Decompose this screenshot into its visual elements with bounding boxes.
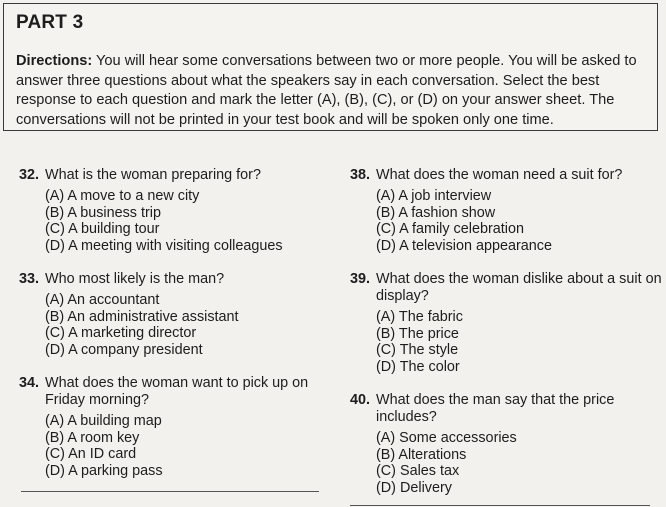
- option-a: (A) The fabric: [376, 309, 463, 325]
- question-stem-line: What does the man say that the price: [376, 392, 615, 408]
- question-number: 32.: [19, 167, 40, 183]
- option-c: (C) A marketing director: [45, 325, 197, 341]
- answer-options: [45, 292, 239, 358]
- option-d: (D) The color: [376, 358, 460, 375]
- answer-options: [376, 309, 463, 375]
- answer-options: [45, 413, 163, 479]
- option-b: (B) A fashion show: [376, 204, 496, 221]
- option-b: (B) An administrative assistant: [45, 308, 239, 325]
- option-a: (A) A building map: [45, 413, 162, 429]
- question-stem-line: Friday morning?: [45, 391, 149, 408]
- directions-label: Directions:: [16, 53, 93, 69]
- question-number: 39.: [350, 271, 371, 287]
- directions-text: You will hear some conversations between two or more people. You will be asked to answer three questions about what the speakers say in each conversation. Select the best response to each question and mark the letter (A), (B), (C), or (D) on your answer sheet. The conversations will not be printed in your test book and will be spoken only one time.: [16, 53, 637, 128]
- question-stem: [376, 271, 662, 304]
- option-d: (D) Delivery: [376, 479, 452, 496]
- left-column-divider: [21, 491, 319, 492]
- part-3-directions-box: [3, 3, 658, 131]
- option-c: (C) A building tour: [45, 221, 160, 237]
- question-stem-line: display?: [376, 287, 429, 304]
- answer-options: [45, 188, 283, 254]
- option-a: (A) A move to a new city: [45, 188, 200, 204]
- option-b: (B) The price: [376, 325, 459, 342]
- question-number: 38.: [350, 167, 371, 183]
- question-stem-line: What does the woman want to pick up on: [45, 375, 309, 391]
- option-a: (A) A job interview: [376, 188, 492, 204]
- question-stem: What is the woman preparing for?: [45, 167, 261, 183]
- option-d: (D) A parking pass: [45, 462, 163, 479]
- option-b: (B) Alterations: [376, 446, 467, 463]
- answer-options: [376, 188, 552, 254]
- directions-paragraph: [16, 52, 651, 130]
- option-c: (C) A family celebration: [376, 221, 524, 237]
- option-c: (C) The style: [376, 342, 459, 358]
- option-a: (A) An accountant: [45, 292, 160, 308]
- question-number: 40.: [350, 392, 371, 408]
- option-c: (C) Sales tax: [376, 463, 460, 479]
- question-stem-line: What does the woman dislike about a suit on: [376, 271, 662, 287]
- part-title: PART 3: [16, 12, 84, 33]
- right-column-divider: [350, 505, 650, 506]
- question-number: 34.: [19, 375, 40, 391]
- answer-options: [376, 430, 517, 496]
- option-d: (D) A meeting with visiting colleagues: [45, 237, 283, 254]
- option-a: (A) Some accessories: [376, 430, 517, 446]
- option-d: (D) A television appearance: [376, 237, 552, 254]
- option-c: (C) An ID card: [45, 446, 137, 462]
- question-stem: [45, 375, 308, 408]
- question-stem: What does the woman need a suit for?: [376, 167, 623, 183]
- question-stem: Who most likely is the man?: [45, 271, 225, 287]
- option-b: (B) A business trip: [45, 204, 161, 221]
- option-b: (B) A room key: [45, 429, 140, 446]
- option-d: (D) A company president: [45, 341, 203, 358]
- question-stem-line: includes?: [376, 408, 437, 425]
- question-number: 33.: [19, 271, 40, 287]
- question-stem: [376, 392, 614, 425]
